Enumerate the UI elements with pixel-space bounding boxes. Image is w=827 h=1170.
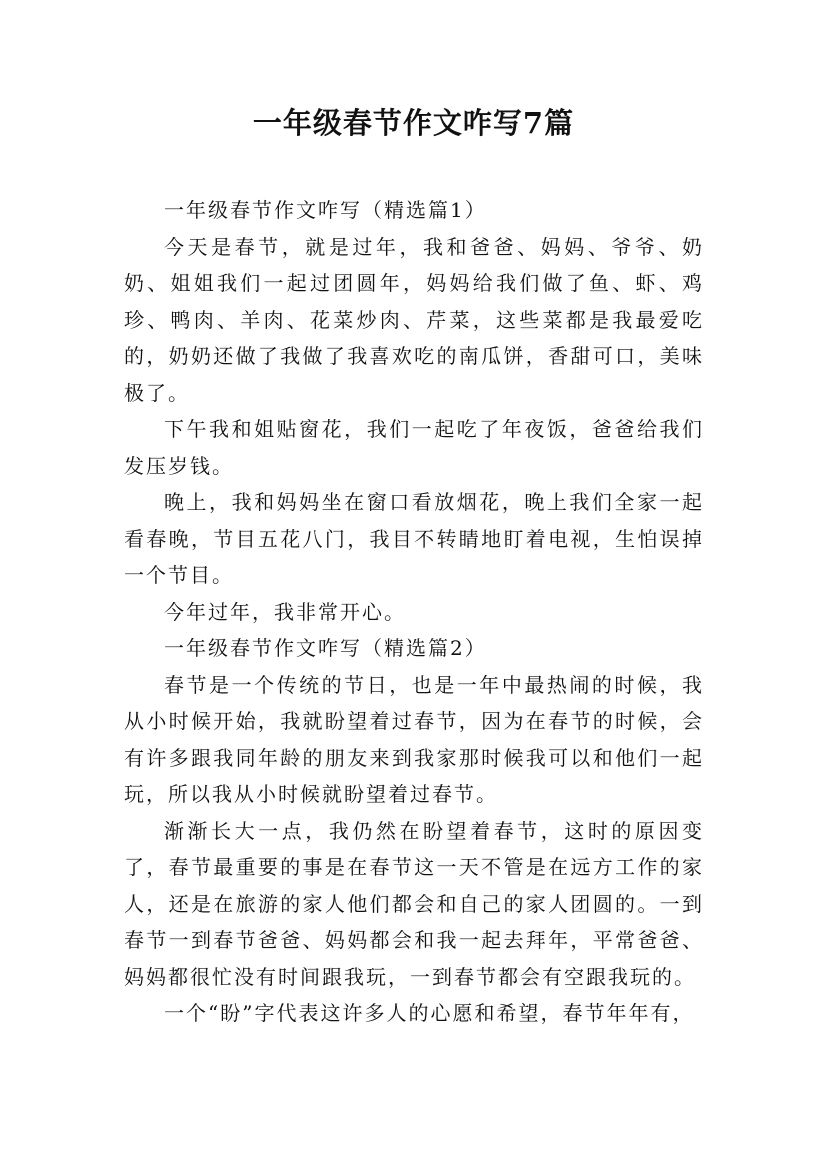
paragraph: 今年过年，我非常开心。 [164,599,406,624]
section-heading-2: 一年级春节作文咋写（精选篇2） [164,636,487,660]
section-heading-1: 一年级春节作文咋写（精选篇1） [164,198,487,222]
paragraph: 今天是春节，就是过年，我和爸爸、妈妈、爷爷、奶奶、姐姐我们一起过团圆年，妈妈给我们做了鱼、虾、鸡珍、鸭肉、羊肉、花菜炒肉、芹菜，这些菜都是我最爱吃的，奶奶还做了我做了我喜欢吃的南瓜饼，香甜可口，美味极了。 [124,234,704,405]
paragraph: 一个“盼”字代表这许多人的心愿和希望，春节年年有， [164,1001,695,1025]
document-body [124,192,704,1032]
paragraph: 晚上，我和妈妈坐在窗口看放烟花，晚上我们全家一起看春晚，节目五花八门，我目不转睛地盯着电视，生怕误掉一个节目。 [124,490,704,587]
document-title: 一年级春节作文咋写7篇 [252,106,575,140]
paragraph: 渐渐长大一点，我仍然在盼望着春节，这时的原因变了，春节最重要的事是在春节这一天不管是在远方工作的家人，还是在旅游的家人他们都会和自己的家人团圆的。一到春节一到春节爸爸、妈妈都会和我一起去拜年，平常爸爸、妈妈都很忙没有时间跟我玩，一到春节都会有空跟我玩的。 [124,818,704,989]
paragraph: 下午我和姐贴窗花，我们一起吃了年夜饭，爸爸给我们发压岁钱。 [124,417,704,478]
paragraph: 春节是一个传统的节日，也是一年中最热闹的时候，我从小时候开始，我就盼望着过春节，因为在春节的时候，会有许多跟我同年龄的朋友来到我家那时候我可以和他们一起玩，所以我从小时候就盼望着过春节。 [124,672,704,806]
